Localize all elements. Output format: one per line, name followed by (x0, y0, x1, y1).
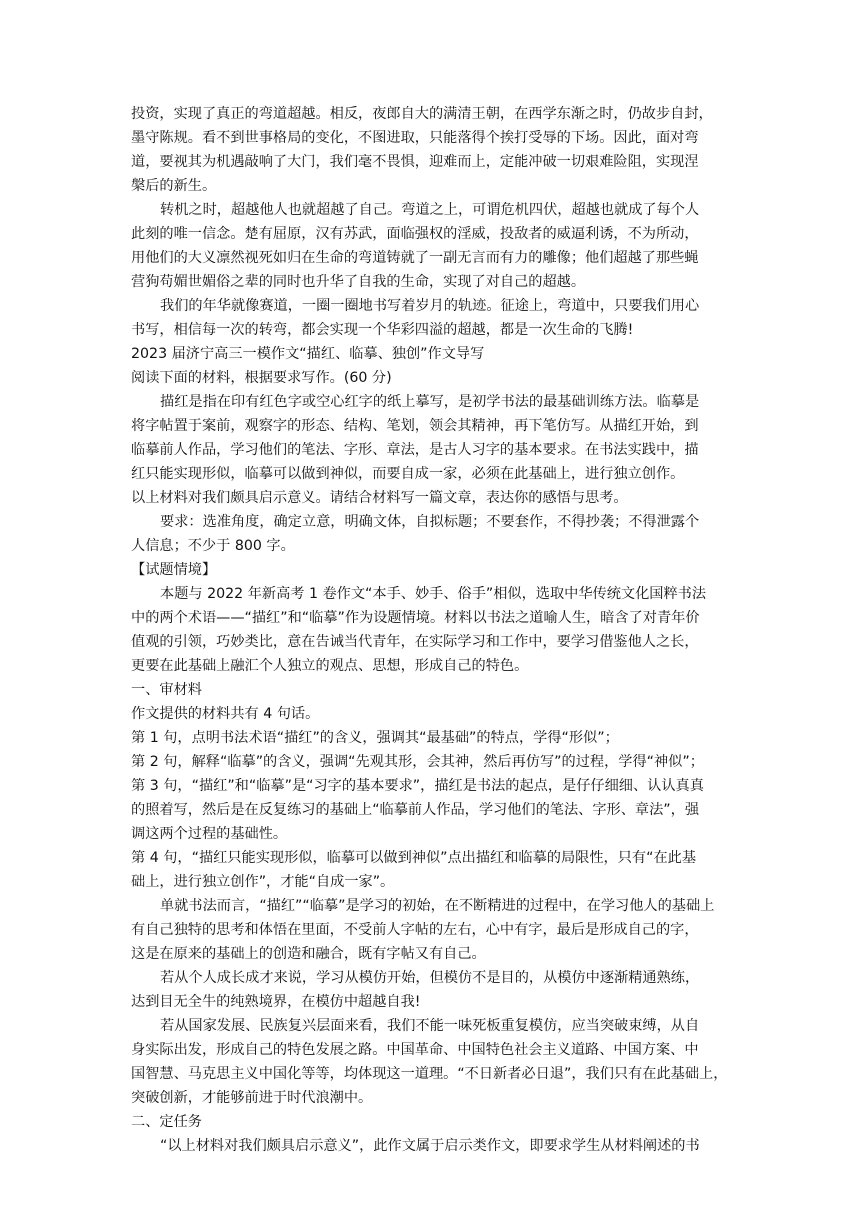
text-line: 若从个人成长成才来说，学习从模仿开始，但模仿不是目的，从模仿中逐渐精通熟练， (160, 970, 700, 986)
text-line: 一、审材料 (131, 682, 202, 698)
text-line: 突破创新，才能够前进于时代浪潮中。 (131, 1090, 373, 1106)
text-line: 红只能实现形似，临摹可以做到神似，而要自成一家，必须在此基础上，进行独立创作。 (131, 466, 685, 482)
text-line: 达到目无全牛的纯熟境界，在模仿中超越自我! (131, 994, 421, 1010)
text-line: 身实际出发，形成自己的特色发展之路。中国革命、中国特色社会主义道路、中国方案、中 (131, 1042, 699, 1058)
text-line: 【试题情境】 (131, 562, 217, 578)
text-line: 要求：选准角度，确定立意，明确文体，自拟标题；不要套作，不得抄袭；不得泄露个 (160, 514, 700, 530)
text-line: 作文提供的材料共有 4 句话。 (131, 706, 320, 722)
text-line: 二、定任务 (131, 1114, 202, 1130)
text-line: 单就书法而言，“描红”“临摹”是学习的初始，在不断精进的过程中，在学习他人的基础上 (160, 898, 715, 914)
text-line: 中的两个术语——“描红”和“临摹”作为设题情境。材料以书法之道喻人生，暗含了对青年价 (131, 610, 700, 626)
document-body (131, 102, 737, 1158)
text-line: “以上材料对我们颇具启示意义”，此作文属于启示类作文，即要求学生从材料阐述的书 (160, 1138, 700, 1154)
text-line: 书写，相信每一次的转弯，都会实现一个华彩四溢的超越，都是一次生命的飞腾! (131, 322, 634, 338)
text-line: 的照着写，然后是在反复练习的基础上“临摹前人作品，学习他们的笔法、字形、章法”，强 (131, 802, 700, 818)
text-line: 人信息；不少于 800 字。 (131, 538, 295, 554)
text-line: 国智慧、马克思主义中国化等等，均体现这一道理。“不日新者必日退”，我们只有在此基础上， (131, 1066, 728, 1082)
text-line: 我们的年华就像赛道，一圈一圈地书写着岁月的轨迹。征途上，弯道中，只要我们用心 (160, 298, 700, 314)
text-line: 这是在原来的基础上的创造和融合，既有字帖又有自己。 (131, 946, 486, 962)
text-line: 第 3 句，“描红”和“临摹”是“习字的基本要求”，描红是书法的起点，是仔仔细细、认认真真 (131, 778, 704, 794)
text-line: 第 4 句，“描红只能实现形似，临摹可以做到神似”点出描红和临摹的局限性，只有“在此基 (131, 850, 697, 866)
text-line: 值观的引领，巧妙类比，意在告诫当代青年，在实际学习和工作中，要学习借鉴他人之长， (131, 634, 699, 650)
text-line: 墨守陈规。看不到世事格局的变化，不图进取，只能落得个挨打受辱的下场。因此，面对弯 (131, 130, 699, 146)
text-line: 槃后的新生。 (131, 178, 217, 194)
text-line: 有自己独特的思考和体悟在里面，不受前人字帖的左右，心中有字，最后是形成自己的字， (131, 922, 699, 938)
text-line: 第 2 句，解释“临摹”的含义，强调“先观其形，会其神，然后再仿写”的过程，学得“神似”； (131, 754, 704, 770)
text-line: 道，要视其为机遇敲响了大门，我们毫不畏惧，迎难而上，定能冲破一切艰难险阻，实现涅 (131, 154, 699, 170)
text-line: 用他们的大义凛然视死如归在生命的弯道铸就了一副无言而有力的雕像；他们超越了那些蝇 (131, 250, 699, 266)
text-line: 若从国家发展、民族复兴层面来看，我们不能一味死板重复模仿，应当突破束缚，从自 (160, 1018, 700, 1034)
text-line: 更要在此基础上融汇个人独立的观点、思想，形成自己的特色。 (131, 658, 529, 674)
text-line: 本题与 2022 年新高考 1 卷作文“本手、妙手、俗手”相似，选取中华传统文化国粹书法 (160, 586, 707, 602)
text-line: 第 1 句，点明书法术语“描红”的含义，强调其“最基础”的特点，学得“形似”； (131, 730, 619, 746)
text-line: 营狗苟媚世媚俗之辈的同时也升华了自我的生命，实现了对自己的超越。 (131, 274, 586, 290)
text-line: 转机之时，超越他人也就超越了自己。弯道之上，可谓危机四伏，超越也就成了每个人 (160, 202, 700, 218)
text-line: 临摹前人作品，学习他们的笔法、字形、章法，是古人习字的基本要求。在书法实践中，描 (131, 442, 699, 458)
text-line: 调这两个过程的基础性。 (131, 826, 288, 842)
text-line: 此刻的唯一信念。楚有屈原，汉有苏武，面临强权的淫威，投敌者的威逼利诱，不为所动， (131, 226, 699, 242)
text-line: 描红是指在印有红色字或空心红字的纸上摹写，是初学书法的最基础训练方法。临摹是 (160, 394, 700, 410)
text-line: 投资，实现了真正的弯道超越。相反，夜郎自大的满清王朝，在西学东渐之时，仍故步自封， (131, 106, 713, 122)
text-line: 础上，进行独立创作”，才能“自成一家”。 (131, 874, 395, 890)
text-line: 将字帖置于案前，观察字的形态、结构、笔划，领会其精神，再下笔仿写。从描红开始，到 (131, 418, 699, 434)
text-line: 2023 届济宁高三一模作文“描红、临摹、独创”作文导写 (131, 346, 485, 362)
text-line: 以上材料对我们颇具启示意义。请结合材料写一篇文章，表达你的感悟与思考。 (131, 490, 628, 506)
text-line: 阅读下面的材料，根据要求写作。(60 分) (131, 370, 392, 386)
